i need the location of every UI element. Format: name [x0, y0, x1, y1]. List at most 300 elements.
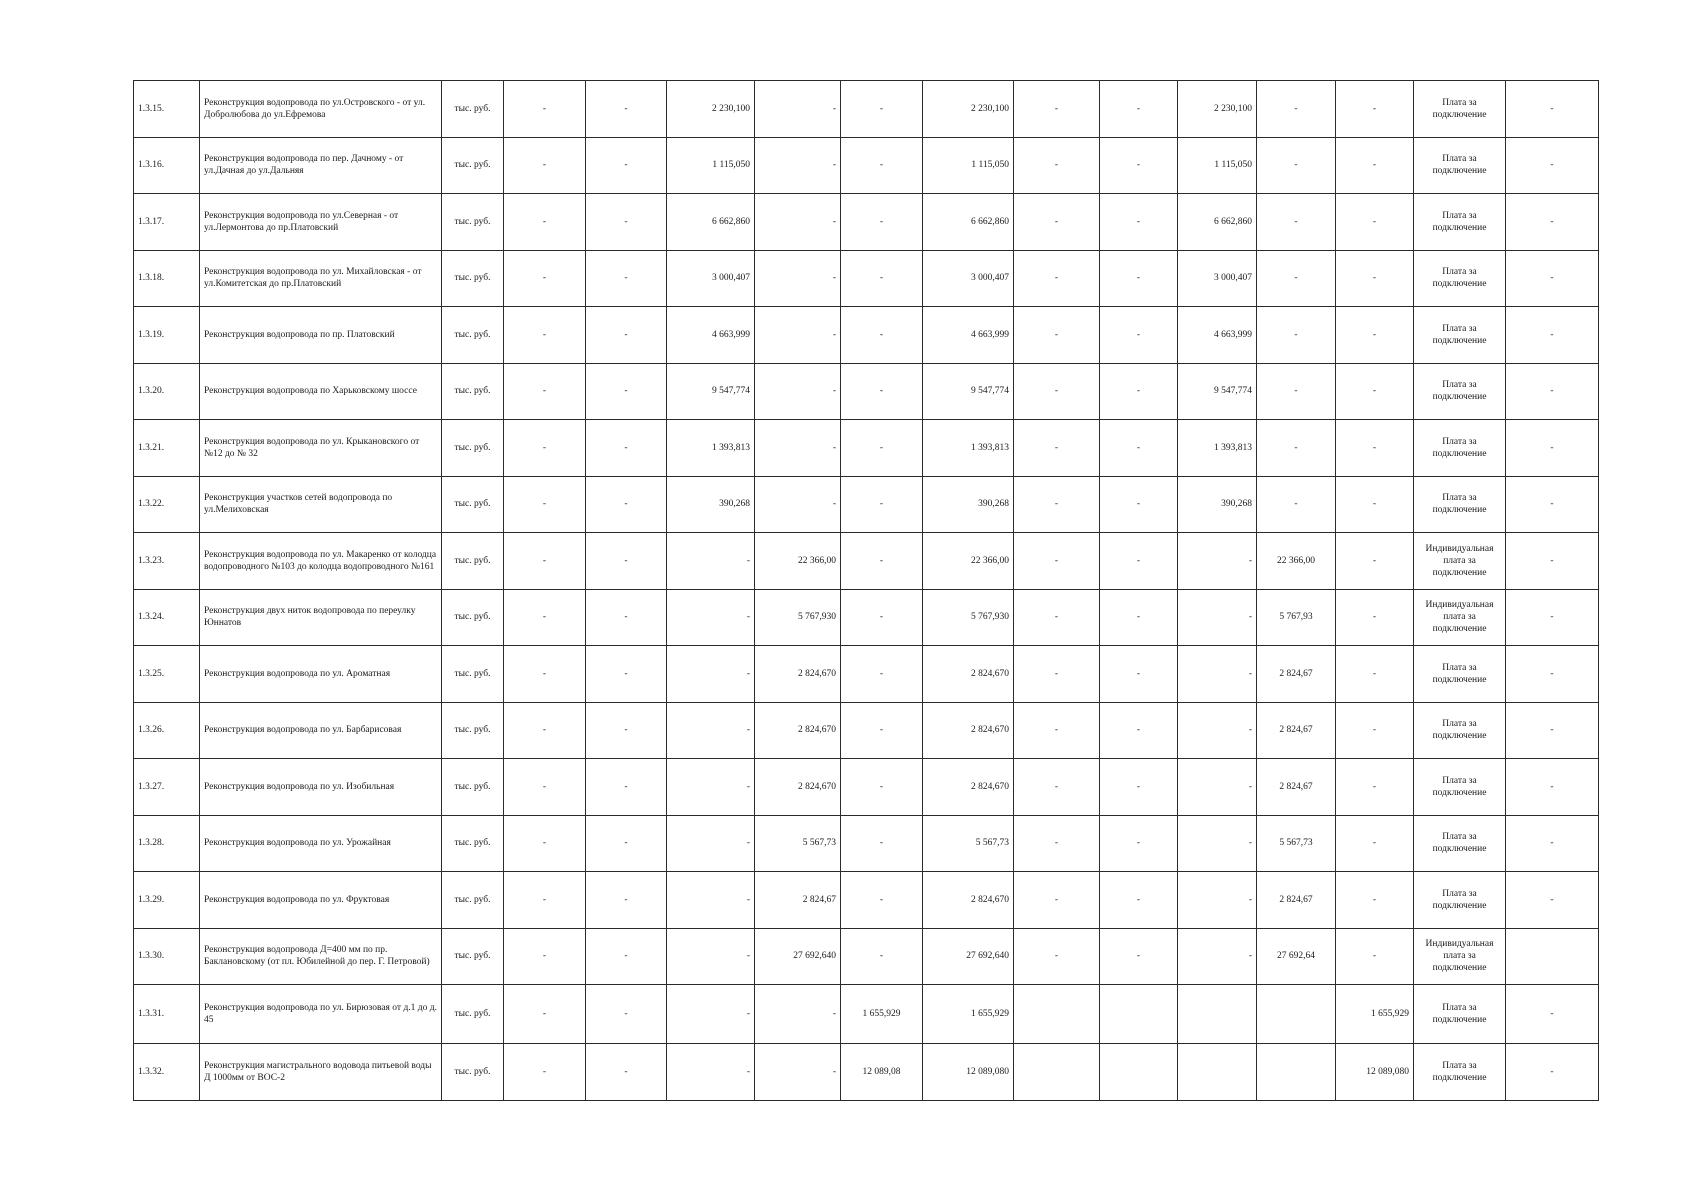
value-cell: -	[504, 307, 586, 364]
value-cell: -	[1014, 363, 1100, 420]
value-cell: -	[1100, 759, 1178, 816]
table-row	[134, 81, 1599, 138]
value-cell: -	[667, 646, 755, 703]
value-cell: 22 366,00	[755, 533, 841, 590]
value-cell: 2 824,670	[755, 702, 841, 759]
value-cell: -	[755, 420, 841, 477]
unit-cell: тыс. руб.	[442, 420, 504, 477]
item-name-cell: Реконструкция участков сетей водопровода по ул.Мелиховская	[200, 476, 442, 533]
value-cell: 22 366,00	[1257, 533, 1336, 590]
value-cell: -	[1336, 533, 1414, 590]
value-cell: -	[504, 646, 586, 703]
value-cell: -	[586, 646, 667, 703]
unit-cell: тыс. руб.	[442, 985, 504, 1044]
value-cell: -	[504, 363, 586, 420]
note-cell: -	[1506, 476, 1599, 533]
value-cell: -	[841, 928, 923, 985]
value-cell: -	[755, 1044, 841, 1101]
item-name-cell: Реконструкция водопровода по ул. Михайловская - от ул.Комитетская до пр.Платовский	[200, 250, 442, 307]
value-cell: 12 089,080	[1336, 1044, 1414, 1101]
value-cell: -	[586, 533, 667, 590]
table-row	[134, 137, 1599, 194]
value-cell: -	[1014, 872, 1100, 929]
value-cell: -	[1336, 646, 1414, 703]
table-row	[134, 194, 1599, 251]
row-number-cell: 1.3.29.	[134, 872, 200, 929]
unit-cell: тыс. руб.	[442, 194, 504, 251]
funding-source-cell: Плата за подключение	[1414, 872, 1506, 929]
funding-source-cell: Плата за подключение	[1414, 985, 1506, 1044]
value-cell: 1 655,929	[841, 985, 923, 1044]
value-cell	[1014, 1044, 1100, 1101]
note-cell: -	[1506, 1044, 1599, 1101]
value-cell: -	[755, 250, 841, 307]
value-cell: -	[1100, 194, 1178, 251]
value-cell: 6 662,860	[1178, 194, 1257, 251]
value-cell: -	[1100, 646, 1178, 703]
value-cell: 27 692,640	[755, 928, 841, 985]
value-cell: 5 767,930	[923, 589, 1014, 646]
value-cell: -	[1336, 81, 1414, 138]
value-cell: -	[1336, 928, 1414, 985]
value-cell: -	[586, 815, 667, 872]
unit-cell: тыс. руб.	[442, 137, 504, 194]
value-cell	[1100, 1044, 1178, 1101]
funding-source-cell: Плата за подключение	[1414, 476, 1506, 533]
value-cell: -	[1257, 194, 1336, 251]
value-cell: -	[586, 363, 667, 420]
value-cell: 2 230,100	[667, 81, 755, 138]
funding-source-cell: Плата за подключение	[1414, 81, 1506, 138]
row-number-cell: 1.3.31.	[134, 985, 200, 1044]
table-row	[134, 476, 1599, 533]
unit-cell: тыс. руб.	[442, 928, 504, 985]
value-cell	[1257, 1044, 1336, 1101]
value-cell: -	[504, 815, 586, 872]
value-cell: -	[504, 194, 586, 251]
value-cell: -	[1336, 194, 1414, 251]
note-cell: -	[1506, 363, 1599, 420]
value-cell: -	[1014, 702, 1100, 759]
value-cell: 2 824,670	[923, 759, 1014, 816]
table-row	[134, 250, 1599, 307]
unit-cell: тыс. руб.	[442, 872, 504, 929]
value-cell: -	[1100, 420, 1178, 477]
value-cell: -	[504, 589, 586, 646]
value-cell: -	[1257, 476, 1336, 533]
value-cell: -	[841, 589, 923, 646]
value-cell: -	[1100, 81, 1178, 138]
value-cell: 1 655,929	[923, 985, 1014, 1044]
value-cell: -	[841, 533, 923, 590]
row-number-cell: 1.3.15.	[134, 81, 200, 138]
value-cell: -	[667, 759, 755, 816]
value-cell: -	[586, 759, 667, 816]
item-name-cell: Реконструкция двух ниток водопровода по переулку Юннатов	[200, 589, 442, 646]
value-cell: 6 662,860	[667, 194, 755, 251]
value-cell: -	[841, 81, 923, 138]
unit-cell: тыс. руб.	[442, 646, 504, 703]
value-cell: 2 824,670	[923, 702, 1014, 759]
unit-cell: тыс. руб.	[442, 250, 504, 307]
value-cell: -	[1014, 250, 1100, 307]
value-cell: 2 824,670	[923, 646, 1014, 703]
value-cell: -	[1336, 872, 1414, 929]
value-cell: -	[1014, 928, 1100, 985]
value-cell: -	[1100, 928, 1178, 985]
item-name-cell: Реконструкция водопровода по ул. Ароматная	[200, 646, 442, 703]
item-name-cell: Реконструкция водопровода по ул. Фруктовая	[200, 872, 442, 929]
note-cell: -	[1506, 646, 1599, 703]
note-cell	[1506, 928, 1599, 985]
item-name-cell: Реконструкция водопровода по ул. Макаренко от колодца водопроводного №103 до колодца водопроводного №161	[200, 533, 442, 590]
value-cell: 2 824,67	[1257, 702, 1336, 759]
table-row	[134, 533, 1599, 590]
value-cell: -	[586, 702, 667, 759]
funding-source-cell: Плата за подключение	[1414, 250, 1506, 307]
value-cell	[1100, 985, 1178, 1044]
value-cell: -	[1100, 476, 1178, 533]
value-cell: -	[1014, 646, 1100, 703]
row-number-cell: 1.3.19.	[134, 307, 200, 364]
value-cell: -	[1014, 476, 1100, 533]
value-cell: -	[1100, 250, 1178, 307]
item-name-cell: Реконструкция водопровода по ул. Бирюзовая от д.1 до д. 45	[200, 985, 442, 1044]
value-cell: 2 230,100	[1178, 81, 1257, 138]
funding-source-cell: Плата за подключение	[1414, 1044, 1506, 1101]
value-cell: 390,268	[667, 476, 755, 533]
item-name-cell: Реконструкция магистрального водовода питьевой воды Д 1000мм от ВОС-2	[200, 1044, 442, 1101]
value-cell: -	[586, 589, 667, 646]
value-cell: -	[667, 928, 755, 985]
value-cell: -	[1178, 589, 1257, 646]
table-row	[134, 985, 1599, 1044]
value-cell: -	[586, 1044, 667, 1101]
value-cell: -	[504, 1044, 586, 1101]
value-cell: -	[667, 872, 755, 929]
note-cell: -	[1506, 137, 1599, 194]
value-cell: -	[1336, 137, 1414, 194]
value-cell: -	[841, 307, 923, 364]
row-number-cell: 1.3.17.	[134, 194, 200, 251]
value-cell: -	[586, 81, 667, 138]
value-cell: 5 567,73	[923, 815, 1014, 872]
value-cell: -	[1336, 702, 1414, 759]
unit-cell: тыс. руб.	[442, 589, 504, 646]
value-cell: -	[841, 420, 923, 477]
value-cell: -	[1100, 533, 1178, 590]
table-row	[134, 702, 1599, 759]
note-cell: -	[1506, 985, 1599, 1044]
value-cell: 1 393,813	[667, 420, 755, 477]
value-cell: -	[841, 815, 923, 872]
value-cell: -	[841, 759, 923, 816]
value-cell: -	[841, 476, 923, 533]
table-row	[134, 307, 1599, 364]
value-cell: -	[1100, 815, 1178, 872]
value-cell	[1014, 985, 1100, 1044]
investment-table	[133, 80, 1599, 1101]
value-cell: 5 567,73	[1257, 815, 1336, 872]
value-cell: -	[667, 589, 755, 646]
note-cell: -	[1506, 194, 1599, 251]
value-cell: 12 089,08	[841, 1044, 923, 1101]
value-cell: -	[1257, 137, 1336, 194]
note-cell: -	[1506, 872, 1599, 929]
row-number-cell: 1.3.23.	[134, 533, 200, 590]
value-cell: -	[504, 81, 586, 138]
value-cell: -	[1336, 250, 1414, 307]
value-cell: -	[504, 533, 586, 590]
value-cell: 2 230,100	[923, 81, 1014, 138]
item-name-cell: Реконструкция водопровода по ул.Северная - от ул.Лермонтова до пр.Платовский	[200, 194, 442, 251]
table-row	[134, 420, 1599, 477]
note-cell: -	[1506, 250, 1599, 307]
value-cell: -	[841, 194, 923, 251]
funding-source-cell: Индивидуальная плата за подключение	[1414, 533, 1506, 590]
value-cell: -	[586, 250, 667, 307]
funding-source-cell: Плата за подключение	[1414, 307, 1506, 364]
value-cell: 22 366,00	[923, 533, 1014, 590]
row-number-cell: 1.3.28.	[134, 815, 200, 872]
value-cell: 9 547,774	[1178, 363, 1257, 420]
value-cell: 2 824,670	[923, 872, 1014, 929]
item-name-cell: Реконструкция водопровода по ул. Барбарисовая	[200, 702, 442, 759]
value-cell: 9 547,774	[923, 363, 1014, 420]
value-cell: -	[1336, 759, 1414, 816]
note-cell: -	[1506, 702, 1599, 759]
value-cell: 2 824,67	[1257, 759, 1336, 816]
value-cell: -	[841, 137, 923, 194]
table-row	[134, 759, 1599, 816]
value-cell: -	[1336, 420, 1414, 477]
value-cell: -	[504, 137, 586, 194]
value-cell: 1 393,813	[1178, 420, 1257, 477]
unit-cell: тыс. руб.	[442, 1044, 504, 1101]
value-cell: 1 115,050	[1178, 137, 1257, 194]
unit-cell: тыс. руб.	[442, 702, 504, 759]
value-cell: -	[755, 985, 841, 1044]
value-cell: -	[1014, 307, 1100, 364]
table-row	[134, 1044, 1599, 1101]
value-cell: -	[1100, 137, 1178, 194]
value-cell: -	[755, 137, 841, 194]
value-cell: -	[1336, 815, 1414, 872]
item-name-cell: Реконструкция водопровода по ул. Урожайная	[200, 815, 442, 872]
value-cell: -	[755, 194, 841, 251]
note-cell: -	[1506, 815, 1599, 872]
value-cell: 5 767,930	[755, 589, 841, 646]
value-cell: -	[1178, 646, 1257, 703]
value-cell: -	[1257, 250, 1336, 307]
value-cell: 6 662,860	[923, 194, 1014, 251]
value-cell: 27 692,640	[923, 928, 1014, 985]
item-name-cell: Реконструкция водопровода по ул.Островского - от ул. Добролюбова до ул.Ефремова	[200, 81, 442, 138]
table-row	[134, 872, 1599, 929]
value-cell: -	[1178, 815, 1257, 872]
value-cell: -	[586, 137, 667, 194]
value-cell: -	[1100, 363, 1178, 420]
unit-cell: тыс. руб.	[442, 476, 504, 533]
value-cell: -	[1014, 420, 1100, 477]
value-cell: -	[667, 1044, 755, 1101]
note-cell: -	[1506, 533, 1599, 590]
row-number-cell: 1.3.25.	[134, 646, 200, 703]
item-name-cell: Реконструкция водопровода по пр. Платовский	[200, 307, 442, 364]
value-cell: -	[667, 702, 755, 759]
value-cell: -	[586, 928, 667, 985]
value-cell: -	[504, 250, 586, 307]
row-number-cell: 1.3.24.	[134, 589, 200, 646]
funding-source-cell: Плата за подключение	[1414, 420, 1506, 477]
value-cell: 2 824,670	[755, 759, 841, 816]
value-cell: -	[1100, 702, 1178, 759]
value-cell: -	[841, 702, 923, 759]
unit-cell: тыс. руб.	[442, 759, 504, 816]
value-cell: -	[1178, 702, 1257, 759]
row-number-cell: 1.3.26.	[134, 702, 200, 759]
row-number-cell: 1.3.30.	[134, 928, 200, 985]
row-number-cell: 1.3.18.	[134, 250, 200, 307]
table-row	[134, 815, 1599, 872]
funding-source-cell: Плата за подключение	[1414, 137, 1506, 194]
value-cell: -	[504, 702, 586, 759]
value-cell: -	[1257, 307, 1336, 364]
value-cell: -	[1257, 81, 1336, 138]
value-cell: -	[586, 985, 667, 1044]
value-cell	[1178, 985, 1257, 1044]
funding-source-cell: Плата за подключение	[1414, 646, 1506, 703]
value-cell: 390,268	[923, 476, 1014, 533]
funding-source-cell: Плата за подключение	[1414, 194, 1506, 251]
value-cell: -	[1100, 589, 1178, 646]
value-cell: -	[1257, 363, 1336, 420]
value-cell: 12 089,080	[923, 1044, 1014, 1101]
value-cell: -	[586, 872, 667, 929]
value-cell: 3 000,407	[1178, 250, 1257, 307]
value-cell: -	[1014, 589, 1100, 646]
row-number-cell: 1.3.32.	[134, 1044, 200, 1101]
value-cell: -	[1014, 81, 1100, 138]
value-cell: -	[1336, 589, 1414, 646]
value-cell: -	[755, 81, 841, 138]
value-cell: 3 000,407	[667, 250, 755, 307]
value-cell: -	[1178, 872, 1257, 929]
value-cell: 9 547,774	[667, 363, 755, 420]
note-cell: -	[1506, 759, 1599, 816]
value-cell: -	[1014, 533, 1100, 590]
row-number-cell: 1.3.21.	[134, 420, 200, 477]
unit-cell: тыс. руб.	[442, 81, 504, 138]
value-cell: -	[755, 307, 841, 364]
row-number-cell: 1.3.22.	[134, 476, 200, 533]
value-cell: -	[1178, 759, 1257, 816]
value-cell: -	[504, 928, 586, 985]
table-row	[134, 646, 1599, 703]
value-cell: 2 824,67	[1257, 872, 1336, 929]
value-cell: -	[841, 250, 923, 307]
funding-source-cell: Плата за подключение	[1414, 702, 1506, 759]
value-cell: -	[1336, 307, 1414, 364]
value-cell: -	[586, 194, 667, 251]
value-cell: 1 115,050	[667, 137, 755, 194]
value-cell: -	[504, 420, 586, 477]
value-cell: 3 000,407	[923, 250, 1014, 307]
value-cell: 390,268	[1178, 476, 1257, 533]
unit-cell: тыс. руб.	[442, 307, 504, 364]
value-cell: -	[504, 872, 586, 929]
value-cell: 1 655,929	[1336, 985, 1414, 1044]
value-cell: -	[586, 307, 667, 364]
funding-source-cell: Плата за подключение	[1414, 363, 1506, 420]
value-cell: 27 692,64	[1257, 928, 1336, 985]
value-cell: -	[667, 985, 755, 1044]
value-cell: -	[1336, 476, 1414, 533]
value-cell: 2 824,67	[1257, 646, 1336, 703]
note-cell: -	[1506, 307, 1599, 364]
value-cell: -	[504, 476, 586, 533]
value-cell: -	[1014, 194, 1100, 251]
value-cell: -	[1178, 533, 1257, 590]
value-cell: -	[1257, 420, 1336, 477]
value-cell: -	[841, 363, 923, 420]
value-cell: -	[841, 646, 923, 703]
value-cell: -	[504, 759, 586, 816]
funding-source-cell: Индивидуальная плата за подключение	[1414, 928, 1506, 985]
value-cell: -	[1100, 307, 1178, 364]
table-row	[134, 928, 1599, 985]
row-number-cell: 1.3.16.	[134, 137, 200, 194]
funding-source-cell: Плата за подключение	[1414, 759, 1506, 816]
value-cell: 2 824,670	[755, 646, 841, 703]
value-cell: 1 115,050	[923, 137, 1014, 194]
value-cell: 4 663,999	[1178, 307, 1257, 364]
value-cell: -	[841, 872, 923, 929]
value-cell: -	[1178, 928, 1257, 985]
value-cell: -	[755, 363, 841, 420]
value-cell: 1 393,813	[923, 420, 1014, 477]
value-cell: -	[1014, 815, 1100, 872]
item-name-cell: Реконструкция водопровода по Харьковскому шоссе	[200, 363, 442, 420]
table-row	[134, 589, 1599, 646]
value-cell	[1178, 1044, 1257, 1101]
value-cell	[1257, 985, 1336, 1044]
funding-source-cell: Индивидуальная плата за подключение	[1414, 589, 1506, 646]
value-cell: -	[504, 985, 586, 1044]
value-cell: -	[1014, 759, 1100, 816]
unit-cell: тыс. руб.	[442, 363, 504, 420]
item-name-cell: Реконструкция водопровода по пер. Дачному - от ул.Дачная до ул.Дальняя	[200, 137, 442, 194]
note-cell: -	[1506, 81, 1599, 138]
row-number-cell: 1.3.20.	[134, 363, 200, 420]
note-cell: -	[1506, 420, 1599, 477]
value-cell: -	[586, 420, 667, 477]
item-name-cell: Реконструкция водопровода Д=400 мм по пр. Баклановскому (от пл. Юбилейной до пер. Г. Петровой)	[200, 928, 442, 985]
item-name-cell: Реконструкция водопровода по ул. Крыкановского от №12 до № 32	[200, 420, 442, 477]
unit-cell: тыс. руб.	[442, 815, 504, 872]
value-cell: -	[1100, 872, 1178, 929]
value-cell: -	[1336, 363, 1414, 420]
value-cell: 4 663,999	[667, 307, 755, 364]
unit-cell: тыс. руб.	[442, 533, 504, 590]
value-cell: 2 824,67	[755, 872, 841, 929]
value-cell: -	[667, 815, 755, 872]
value-cell: -	[1014, 137, 1100, 194]
row-number-cell: 1.3.27.	[134, 759, 200, 816]
value-cell: 5 567,73	[755, 815, 841, 872]
value-cell: -	[755, 476, 841, 533]
value-cell: 4 663,999	[923, 307, 1014, 364]
